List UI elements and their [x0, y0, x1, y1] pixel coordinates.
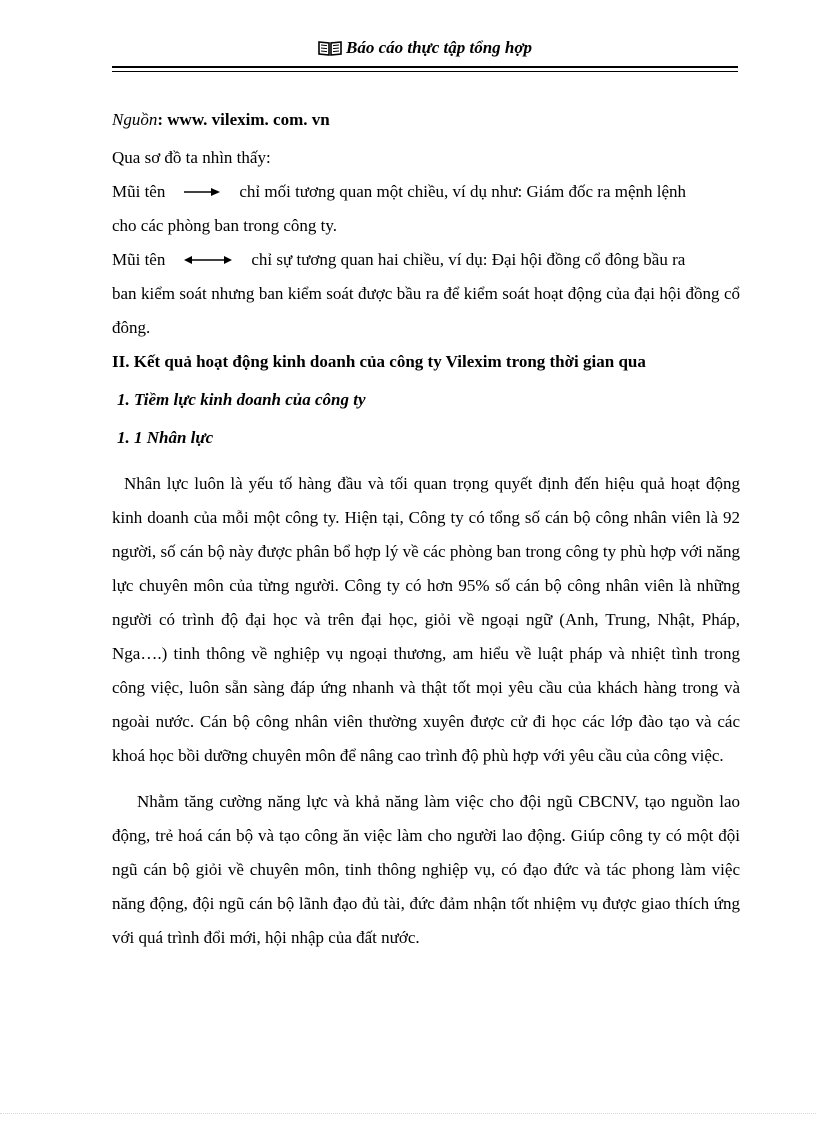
- header-rule-thin: [112, 71, 738, 72]
- source-line: [112, 103, 740, 137]
- subsubsection-title: 1. 1 Nhân lực: [117, 428, 214, 447]
- book-icon: [318, 40, 342, 61]
- arrow-one-text-cont: cho các phòng ban trong công ty.: [112, 216, 338, 235]
- arrow-one-text: chỉ mối tương quan một chiều, ví dụ như: Giám đốc ra mệnh lệnh: [239, 182, 687, 201]
- document-body: [112, 103, 740, 955]
- arrow-two-line: [112, 243, 740, 277]
- arrow-two-text: chỉ sự tương quan hai chiều, ví dụ: Đại hội đồng cổ đông bầu ra: [251, 250, 686, 269]
- arrow-one-prefix: Mũi tên: [112, 182, 166, 201]
- source-url: www. vilexim. com. vn: [167, 110, 330, 129]
- arrow-two-text-cont: ban kiểm soát nhưng ban kiểm soát được bầu ra để kiểm soát hoạt động của đại hội đồng cổ đông.: [112, 284, 740, 337]
- page-bottom-border: [0, 1113, 816, 1115]
- page-header: [112, 38, 738, 61]
- header-rule-thick: [112, 66, 738, 68]
- subsection-title: 1. Tiềm lực kinh doanh của công ty: [117, 390, 366, 409]
- arrow-two-prefix: Mũi tên: [112, 250, 166, 269]
- paragraph-1: Nhân lực luôn là yếu tố hàng đầu và tối quan trọng quyết định đến hiệu quả hoạt động kinh doanh của mỗi một công ty. Hiện tại, Công ty có tổng số cán bộ công nhân viên là 92 người, số cán bộ này được phân bổ hợp lý về các phòng ban trong công ty phù hợp với năng lực chuyên môn của từng người. Công ty có hơn 95% số cán bộ công nhân viên là những người có trình độ đại học và trên đại học, giỏi về ngoại ngữ (Anh, Trung, Nhật, Pháp, Nga….) tinh thông về nghiệp vụ ngoại thương, am hiểu về luật pháp và nhiệt tình trong công việc, luôn sẵn sàng đáp ứng nhanh và thật tốt mọi yêu cầu của khách hàng trong và ngoài nước. Cán bộ công nhân viên thường xuyên được cử đi học các lớp đào tạo và các khoá học bồi dưỡng chuyên môn để nâng cao trình độ phù hợp với yêu cầu của công việc.: [112, 474, 740, 765]
- two-way-arrow-icon: [183, 243, 233, 277]
- section-title: II. Kết quả hoạt động kinh doanh của công ty Vilexim trong thời gian qua: [112, 352, 646, 371]
- header-title: Báo cáo thực tập tổng hợp: [345, 38, 533, 57]
- one-way-arrow-icon: [183, 175, 221, 209]
- source-separator: :: [157, 110, 168, 129]
- source-label: Nguồn: [112, 110, 158, 129]
- arrow-one-line: [112, 175, 740, 209]
- paragraph-2: Nhằm tăng cường năng lực và khả năng làm việc cho đội ngũ CBCNV, tạo nguồn lao động, trẻ hoá cán bộ và tạo công ăn việc làm cho người lao động. Giúp công ty có một đội ngũ cán bộ giỏi về chuyên môn, tinh thông nghiệp vụ, có đạo đức và tác phong làm việc năng động, đội ngũ cán bộ lãnh đạo đủ tài, đức đảm nhận tốt nhiệm vụ được giao thích ứng với quá trình đổi mới, hội nhập của đất nước.: [112, 792, 740, 947]
- intro-text: Qua sơ đồ ta nhìn thấy:: [112, 148, 271, 167]
